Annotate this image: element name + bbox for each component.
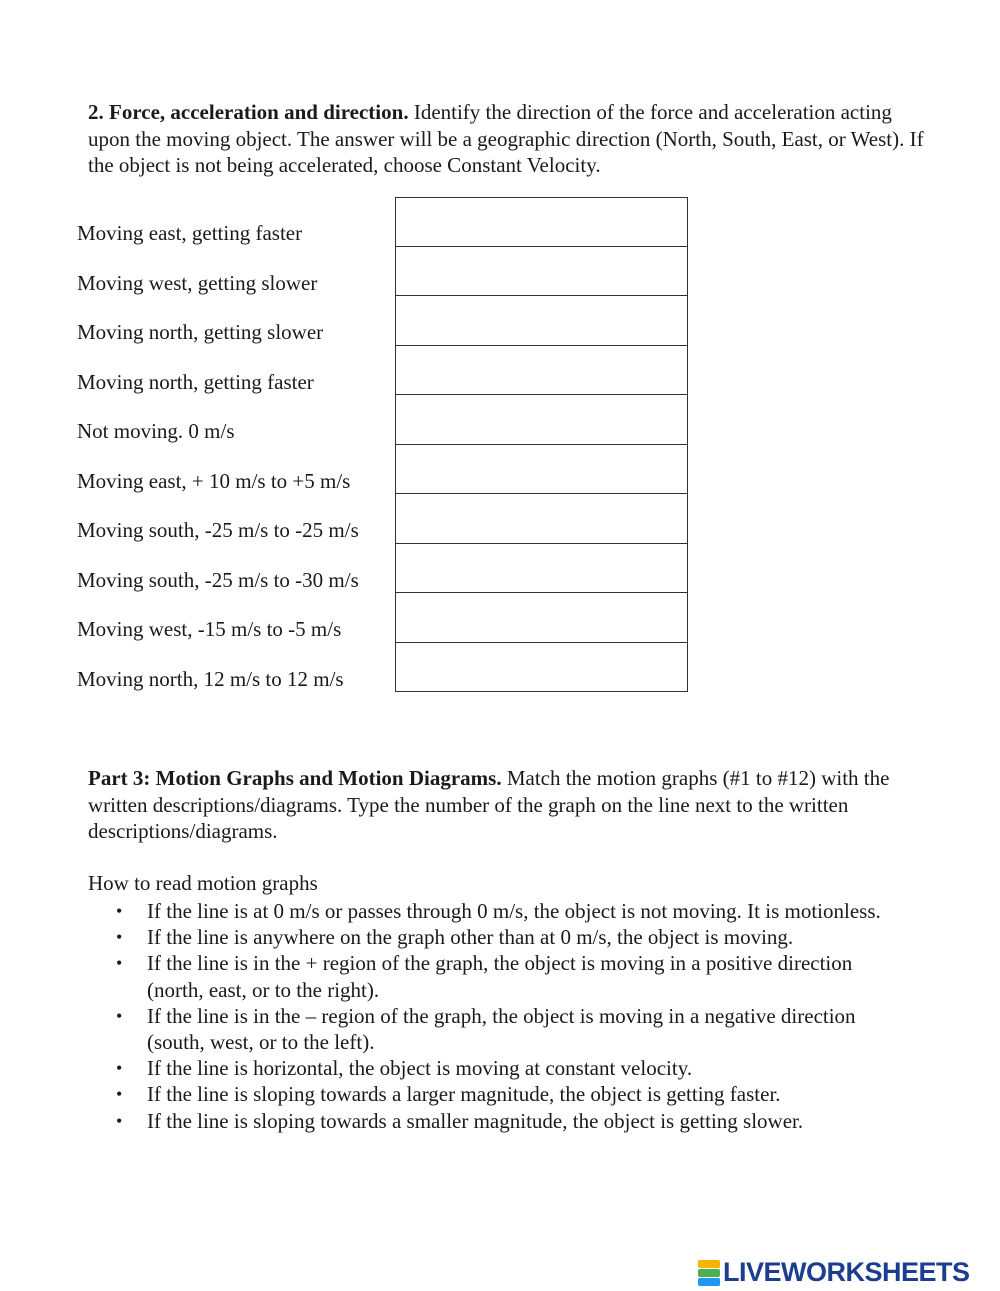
answer-input[interactable] (395, 494, 688, 544)
howto-bullet-text: If the line is sloping towards a smaller magnitude, the object is getting slower. (147, 1108, 804, 1133)
howto-bullet-text: If the line is anywhere on the graph other than at 0 m/s, the object is moving. (147, 925, 794, 950)
howto-bullet-item (113, 950, 893, 1002)
howto-bullet-item (113, 1055, 893, 1081)
part-3-heading: Part 3: Motion Graphs and Motion Diagrams. (88, 766, 502, 790)
answer-input[interactable] (395, 593, 688, 643)
row-label: Moving south, -25 m/s to -30 m/s (77, 567, 359, 592)
bullet-icon: • (116, 1110, 123, 1131)
bullet-icon: • (116, 1058, 123, 1079)
bullet-icon: • (116, 901, 123, 921)
liveworksheets-logo-text: LIVEWORKSHEETS (723, 1257, 970, 1287)
howto-title: How to read motion graphs (88, 871, 318, 895)
howto-bullet-text: If the line is at 0 m/s or passes through 0 m/s, the object is not moving. It is motionless. (147, 899, 881, 923)
liveworksheets-logo (698, 1257, 970, 1288)
howto-bullet-list (113, 898, 893, 1134)
howto-bullet-item (113, 898, 893, 924)
row-label: Moving east, getting faster (77, 221, 303, 245)
howto-bullet-text: If the line is sloping towards a larger magnitude, the object is getting faster. (147, 1082, 781, 1107)
howto-bullet-item (113, 1081, 893, 1107)
row-label: Moving north, getting slower (77, 320, 324, 344)
part-3-text: Match the motion graphs (#1 to #12) with the written descriptions/diagrams. Type the number of the graph on the line next to the written descriptions/diagrams. (88, 766, 890, 843)
row-label: Moving east, + 10 m/s to +5 m/s (77, 468, 351, 493)
row-label: Moving north, 12 m/s to 12 m/s (77, 666, 344, 691)
answer-input[interactable] (395, 247, 688, 297)
section-2-instructions (88, 99, 928, 179)
answer-input[interactable] (395, 346, 688, 396)
row-label: Moving west, -15 m/s to -5 m/s (77, 617, 342, 641)
answer-input[interactable] (395, 296, 688, 346)
section-2-text: Identify the direction of the force and acceleration acting upon the moving object. The answer will be a geographic direction (North, South, East, or West). If the object is not being accelerated, choose Constant Velocity. (88, 100, 924, 177)
howto-bullet-item (113, 924, 893, 950)
answer-input[interactable] (395, 197, 688, 247)
bullet-icon: • (116, 927, 123, 948)
howto-bullet-text: If the line is in the + region of the graph, the object is moving in a positive direction (north, east, or to the right). (147, 951, 853, 1002)
howto-bullet-item (113, 1108, 893, 1134)
row-label: Moving west, getting slower (77, 270, 318, 295)
part-3-instructions (88, 765, 928, 845)
howto-bullet-text: If the line is in the – region of the graph, the object is moving in a negative direction (south, west, or to the left). (147, 1003, 856, 1055)
bullet-icon: • (116, 953, 123, 974)
liveworksheets-logo-icon (698, 1260, 720, 1286)
answer-input[interactable] (395, 445, 688, 495)
row-label: Moving south, -25 m/s to -25 m/s (77, 518, 359, 542)
answer-input[interactable] (395, 544, 688, 594)
bullet-icon: • (116, 1005, 123, 1026)
answer-input[interactable] (395, 643, 688, 693)
row-label: Moving north, getting faster (77, 369, 314, 394)
howto-bullet-item (113, 1003, 893, 1055)
section-2-heading: 2. Force, acceleration and direction. (88, 100, 409, 124)
row-label: Not moving. 0 m/s (77, 419, 235, 443)
bullet-icon: • (116, 1084, 123, 1105)
howto-bullet-text: If the line is horizontal, the object is moving at constant velocity. (147, 1056, 693, 1081)
answer-input[interactable] (395, 395, 688, 445)
